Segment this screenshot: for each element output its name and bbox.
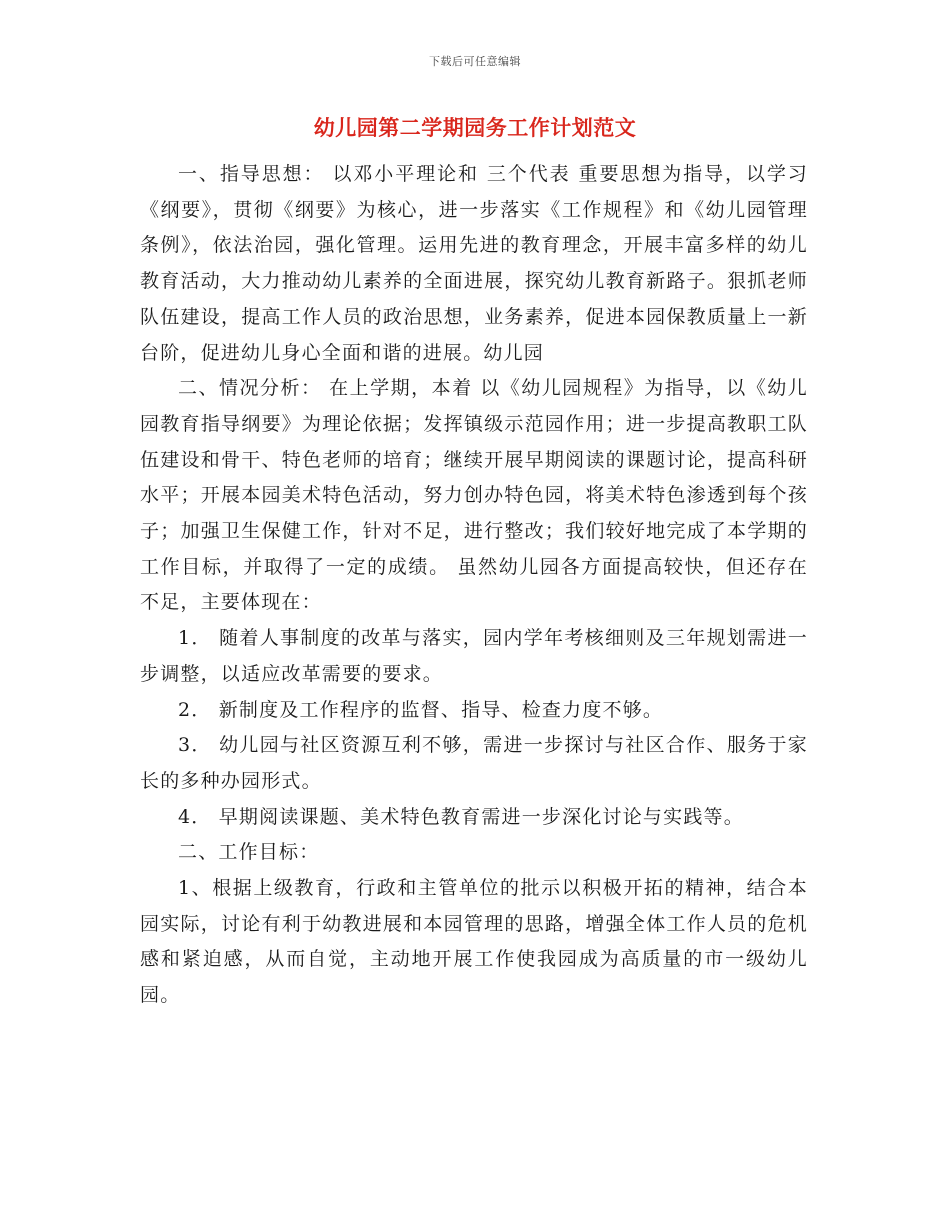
paragraph-issue-1: 1． 随着人事制度的改革与落实，园内学年考核细则及三年规划需进一步调整，以适应改革需要的要求。 bbox=[140, 627, 808, 685]
paragraph-work-goals-heading: 二、工作目标： bbox=[178, 841, 320, 864]
paragraph-work-goal-1: 1、根据上级教育，行政和主管单位的批示以积极开拓的精神，结合本园实际，讨论有利于幼教进展和本园管理的思路，增强全体工作人员的危机感和紧迫感，从而自觉，主动地开展工作使我园成为高质量的市一级幼儿园。 bbox=[140, 877, 808, 1007]
paragraph-situation-analysis: 二、情况分析： 在上学期，本着 以《幼儿园规程》为指导，以《幼儿园教育指导纲要》为理论依据；发挥镇级示范园作用；进一步提高教职工队伍建设和骨干、特色老师的培育；继续开展早期阅读的课题讨论，提高科研水平；开展本园美术特色活动，努力创办特色园，将美术特色渗透到每个孩子；加强卫生保健工作，针对不足，进行整改；我们较好地完成了本学期的工作目标，并取得了一定的成绩。 虽然幼儿园各方面提高较快，但还存在不足，主要体现在： bbox=[140, 377, 808, 614]
paragraph-issue-3: 3． 幼儿园与社区资源互利不够，需进一步探讨与社区合作、服务于家长的多种办园形式。 bbox=[140, 734, 808, 792]
paragraph-issue-2: 2． 新制度及工作程序的监督、指导、检查力度不够。 bbox=[178, 698, 664, 721]
document-title: 幼儿园第二学期园务工作计划范文 bbox=[313, 116, 637, 140]
paragraph-guiding-ideology: 一、指导思想： 以邓小平理论和 三个代表 重要思想为指导，以学习《纲要》，贯彻《纲要》为核心，进一步落实《工作规程》和《幼儿园管理条例》，依法治园，强化管理。运用先进的教育理念，开展丰富多样的幼儿教育活动，大力推动幼儿素养的全面进展，探究幼儿教育新路子。狠抓老师队伍建设，提高工作人员的政治思想，业务素养，促进本园保教质量上一新台阶，促进幼儿身心全面和谐的进展。幼儿园 bbox=[140, 163, 808, 364]
header-note: 下载后可任意编辑 bbox=[429, 55, 521, 68]
document-body bbox=[140, 157, 808, 1014]
paragraph-issue-4: 4． 早期阅读课题、美术特色教育需进一步深化讨论与实践等。 bbox=[178, 805, 744, 828]
